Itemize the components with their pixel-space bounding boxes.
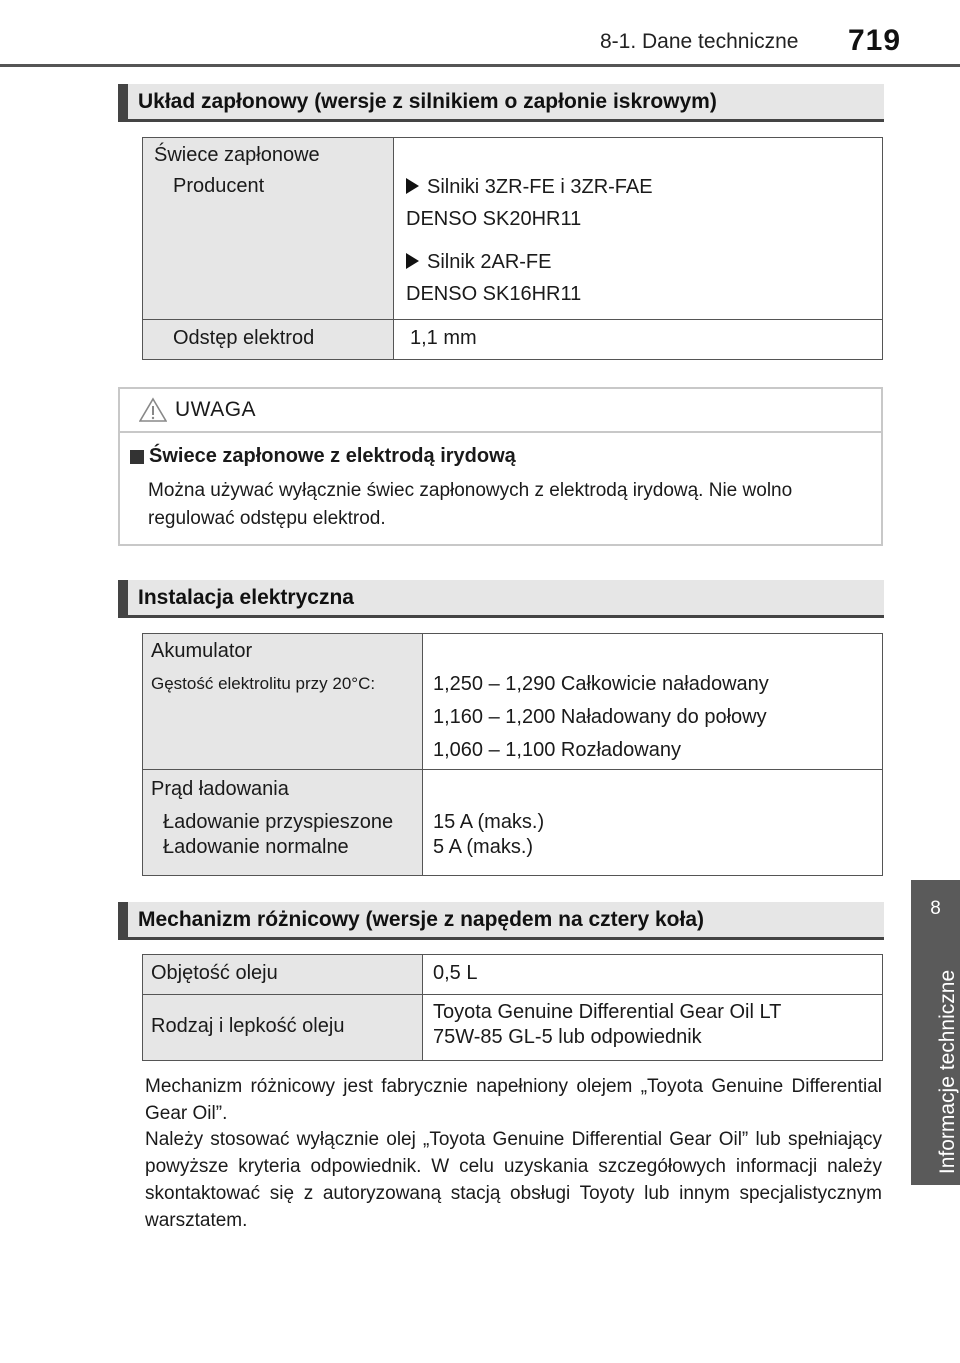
- arrow-icon: [406, 253, 419, 269]
- header-rule: [0, 64, 960, 67]
- oil-type-label-cell: [143, 995, 423, 1061]
- fast-charging-label: Ładowanie przyspieszone: [163, 811, 394, 833]
- oil-volume-value: 0,5 L: [433, 962, 478, 984]
- fast-charging-value: 15 A (maks.): [433, 811, 545, 833]
- battery-label: Akumulator: [151, 640, 253, 662]
- oil-volume-value-cell: [423, 955, 883, 995]
- engine-1: Silniki 3ZR-FE i 3ZR-FAE: [427, 176, 653, 198]
- square-bullet-icon: [130, 450, 144, 464]
- page-number: 719: [848, 24, 902, 57]
- density-value-3: 1,060 – 1,100 Rozładowany: [433, 739, 681, 761]
- manufacturer-label: Producent: [173, 175, 265, 197]
- spark-plugs-label: Świece zapłonowe: [154, 144, 320, 166]
- engine-2: Silnik 2AR-FE: [427, 251, 552, 273]
- gap-label: Odstęp elektrod: [173, 327, 315, 349]
- caution-header: [120, 389, 881, 433]
- caution-box: [118, 387, 883, 546]
- arrow-icon: [406, 178, 419, 194]
- charging-value-cell: [423, 770, 883, 876]
- density-value-1: 1,250 – 1,290 Całkowicie naładowany: [433, 673, 769, 695]
- chapter-number: 8: [930, 898, 941, 919]
- gap-value-cell: [394, 320, 883, 360]
- caution-subtitle: Świece zapłonowe z elektrodą irydową: [149, 445, 516, 467]
- density-value-2: 1,160 – 1,200 Naładowany do połowy: [433, 706, 767, 728]
- density-label: Gęstość elektrolitu przy 20°C:: [151, 674, 376, 693]
- differential-heading: [118, 902, 884, 940]
- warning-triangle-icon: [139, 397, 167, 423]
- spark-plug-value-cell: [394, 138, 883, 320]
- electrical-heading-text: Instalacja elektryczna: [138, 586, 354, 609]
- charging-label-cell: [143, 770, 423, 876]
- normal-charging-label: Ładowanie normalne: [163, 836, 349, 858]
- differential-paragraph-1: Mechanizm różnicowy jest fabrycznie napełniony olejem „Toyota Genuine Differential Gear Oil”.: [145, 1076, 882, 1124]
- electrical-heading: [118, 580, 884, 618]
- gap-label-cell: [143, 320, 394, 360]
- differential-table: [142, 954, 883, 1061]
- oil-type-value-cell: [423, 995, 883, 1061]
- oil-type-value-1: Toyota Genuine Differential Gear Oil LT: [433, 1001, 782, 1023]
- chapter-title: Informacje techniczne: [935, 969, 959, 1175]
- plug-2: DENSO SK16HR11: [406, 283, 582, 305]
- gap-value: 1,1 mm: [410, 327, 477, 349]
- oil-type-value-2: 75W-85 GL-5 lub odpowiednik: [433, 1026, 702, 1048]
- ignition-heading-text: Układ zapłonowy (wersje z silnikiem o zapłonie iskrowym): [138, 90, 717, 113]
- plug-1: DENSO SK20HR11: [406, 208, 582, 230]
- oil-type-label: Rodzaj i lepkość oleju: [151, 1015, 345, 1037]
- normal-charging-value: 5 A (maks.): [433, 836, 534, 858]
- differential-paragraph-2: Należy stosować wyłącznie olej „Toyota Genuine Differential Gear Oil” lub spełniający powyższe kryteria odpowiednik. W celu uzyskania szczegółowych informacji należy skontaktować się z autoryzowaną stacją obsługi Toyoty lub innym specjalistycznym warsztatem.: [145, 1129, 882, 1231]
- ignition-table: [142, 137, 883, 360]
- electrical-table: [142, 633, 883, 876]
- differential-heading-text: Mechanizm różnicowy (wersje z napędem na cztery koła): [138, 908, 705, 931]
- spark-plug-label-cell: [143, 138, 394, 320]
- battery-label-cell: [143, 634, 423, 770]
- section-title: 8-1. Dane techniczne: [600, 30, 799, 53]
- caution-title: UWAGA: [175, 398, 257, 421]
- charging-label: Prąd ładowania: [151, 778, 289, 800]
- ignition-heading: [118, 84, 884, 122]
- density-value-cell: [423, 634, 883, 770]
- caution-text: Można używać wyłącznie świec zapłonowych z elektrodą irydową. Nie wolno regulować odstępu elektrod.: [148, 480, 793, 529]
- oil-volume-label-cell: [143, 955, 423, 995]
- oil-volume-label: Objętość oleju: [151, 962, 278, 984]
